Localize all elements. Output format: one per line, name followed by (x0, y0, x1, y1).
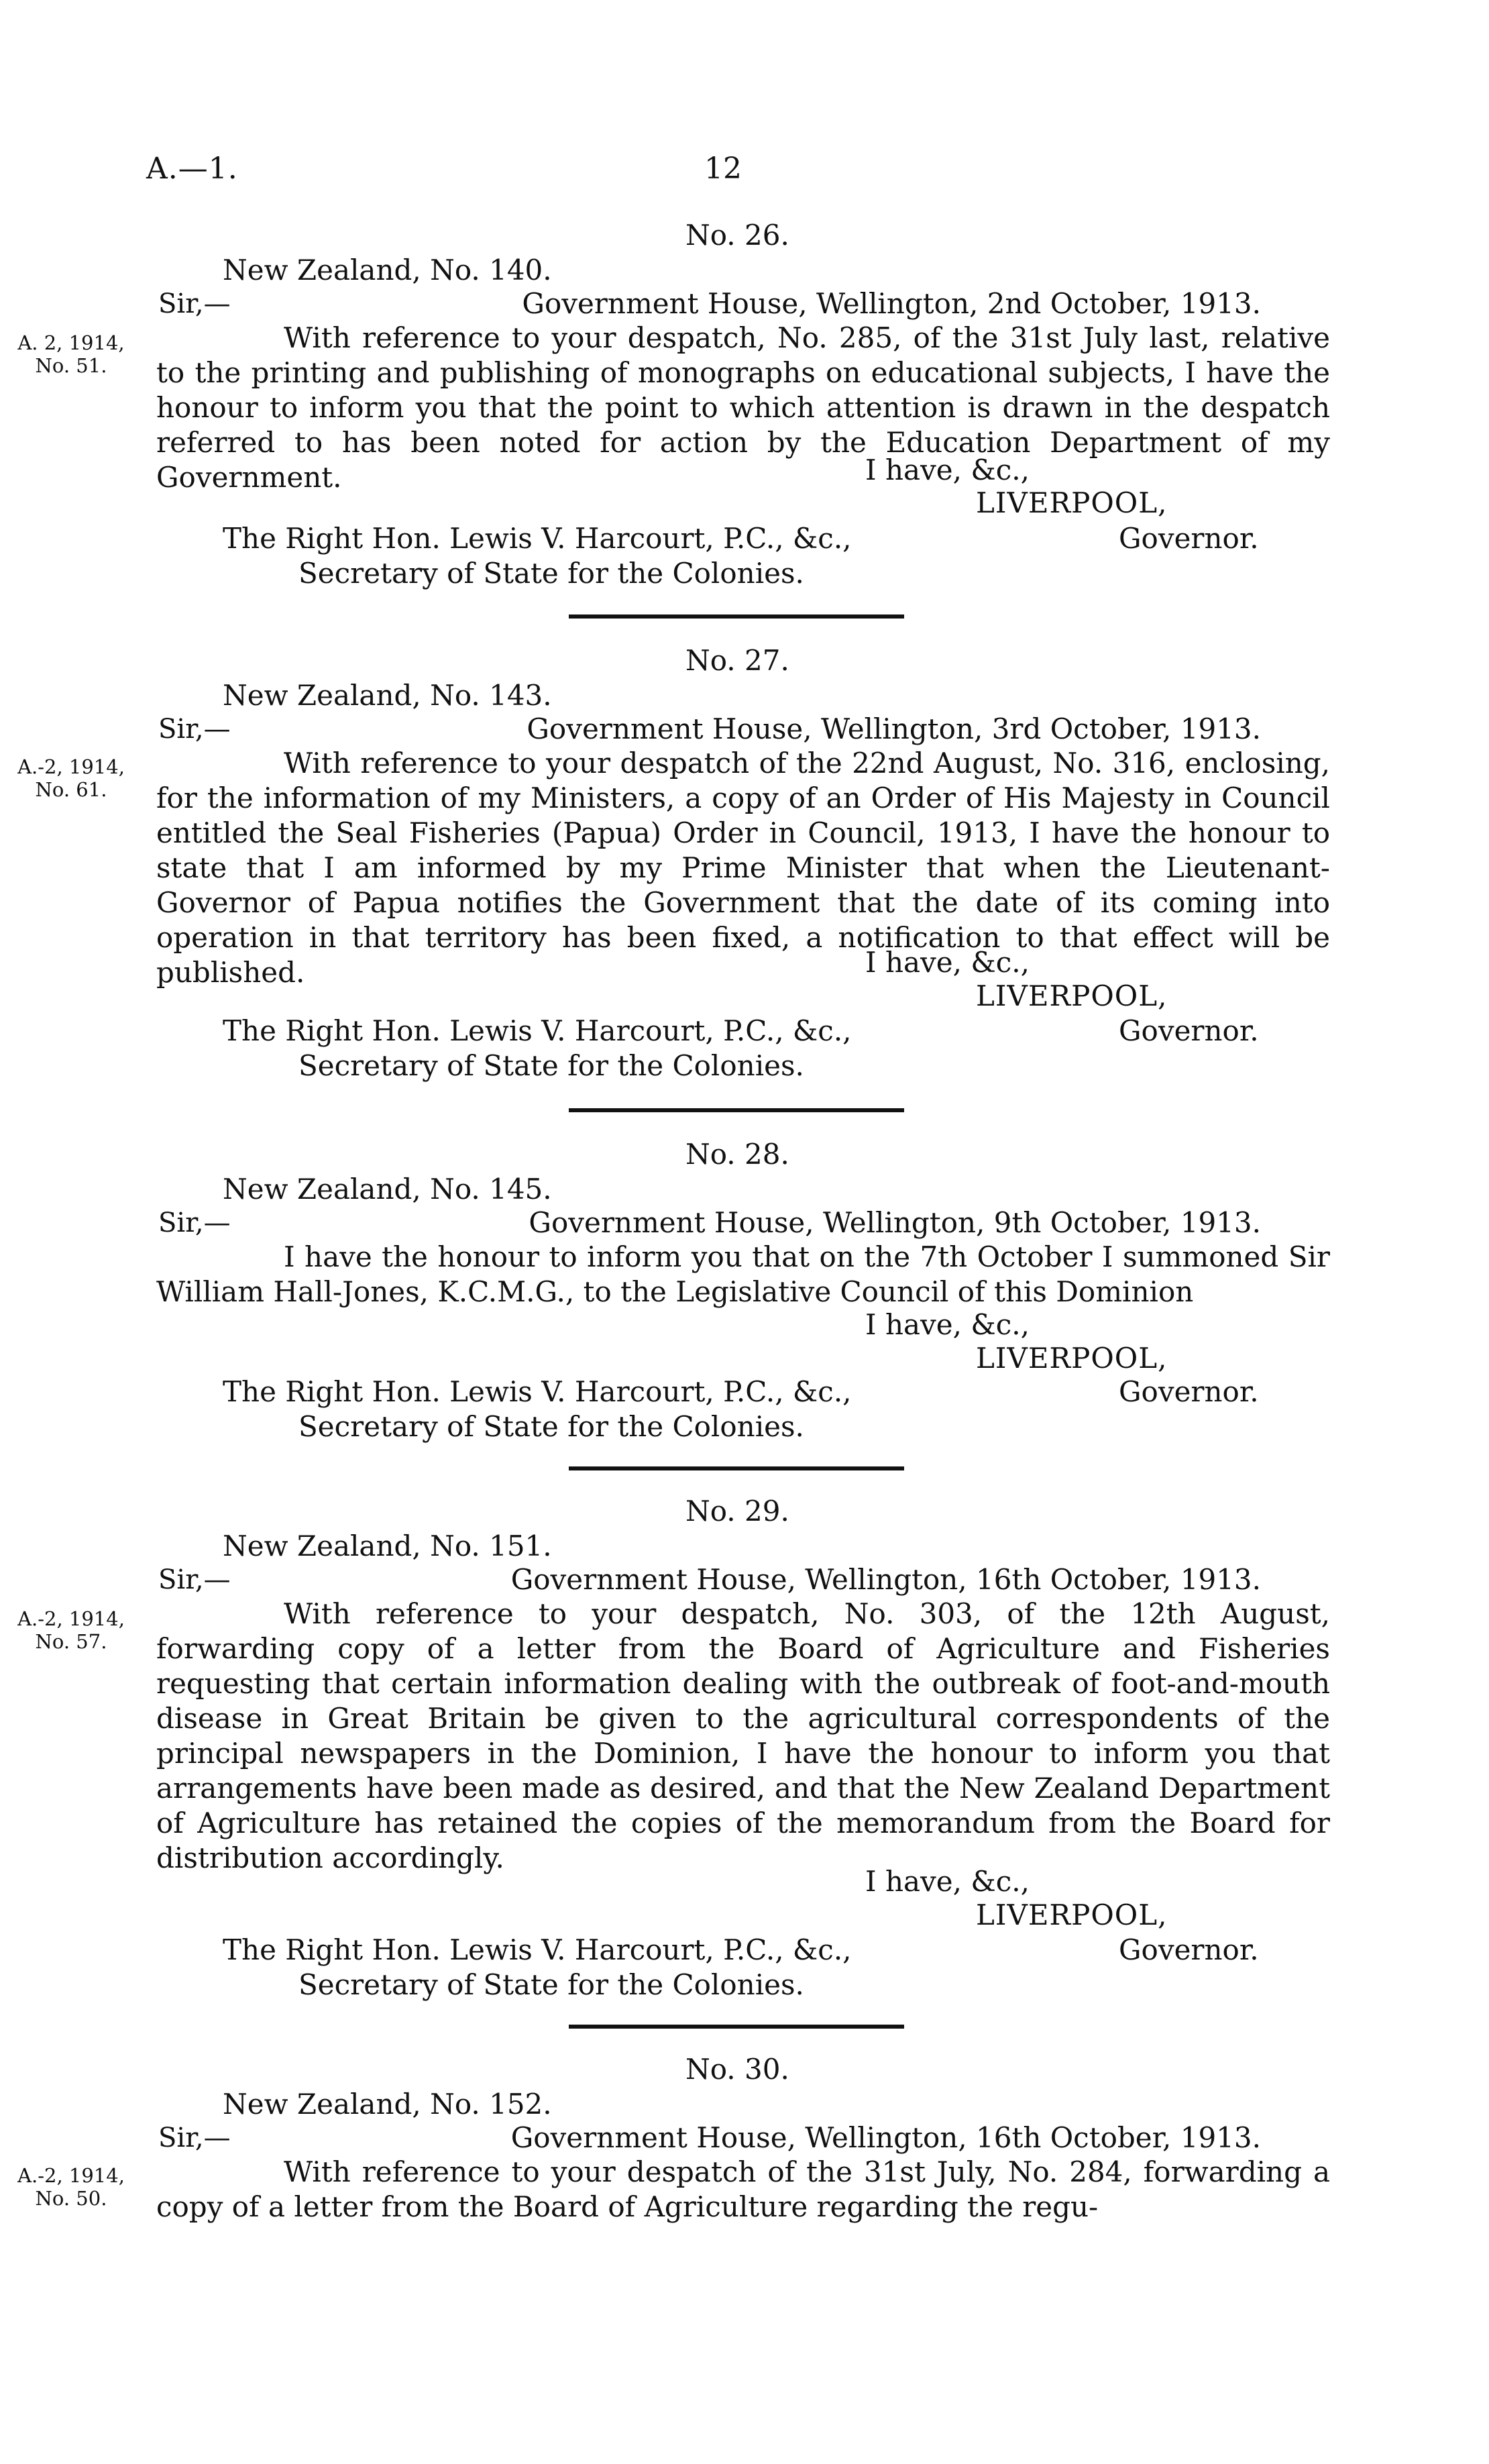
signatory-title: Governor. (1119, 1375, 1259, 1408)
margin-reference: A. 2, 1914, No. 51. (17, 331, 125, 377)
letter-body (156, 1597, 1330, 1876)
secretary-line: Secretary of State for the Colonies. (298, 1410, 804, 1443)
body-paragraph: I have the honour to inform you that on the 7th October I summoned Sir William Hall-Jones, K.C.M.G., to the Legislative Council of this Dominion (156, 1240, 1330, 1308)
new-zealand-number: New Zealand, No. 145. (223, 1173, 552, 1206)
page-reference: A.—1. (146, 152, 238, 186)
letter-body (156, 321, 1330, 495)
signatory-title: Governor. (1119, 1933, 1259, 1966)
section-rule (569, 614, 904, 619)
letter-body (156, 1240, 1330, 1309)
signatory-title: Governor. (1119, 522, 1259, 555)
body-paragraph: With reference to your despatch, No. 303, of the 12th August, forwarding copy of a letter from the Board of Agriculture and Fisheries requesting that certain information dealing with the outbreak of foot-and-mouth disease in Great Britain be given to the agricultural correspondents of the principal newspapers in the Dominion, I have the honour to inform you that arrangements have been made as desired, and that the New Zealand Department of Agriculture has retained the copies of the memorandum from the Board for distribution accordingly. (156, 1597, 1330, 1874)
letter-number: No. 28. (685, 1138, 789, 1171)
letter-number: No. 30. (685, 2053, 789, 2086)
section-rule (569, 1108, 904, 1112)
signature: LIVERPOOL, (976, 1898, 1168, 1931)
place-date: Government House, Wellington, 3rd October, 1913. (527, 712, 1261, 745)
letter-body (156, 2155, 1330, 2225)
closing: I have, &c., (865, 453, 1030, 486)
margin-reference: A.-2, 1914, No. 57. (17, 1607, 125, 1653)
closing: I have, &c., (865, 946, 1030, 979)
page-number: 12 (704, 152, 742, 186)
secretary-line: Secretary of State for the Colonies. (298, 1968, 804, 2001)
closing: I have, &c., (865, 1865, 1030, 1898)
addressee: The Right Hon. Lewis V. Harcourt, P.C., &c., (223, 1933, 852, 1966)
new-zealand-number: New Zealand, No. 151. (223, 1530, 552, 1562)
place-date: Government House, Wellington, 2nd October, 1913. (522, 287, 1261, 320)
signatory-title: Governor. (1119, 1014, 1259, 1047)
secretary-line: Secretary of State for the Colonies. (298, 1049, 804, 1082)
salutation: Sir,— (158, 2123, 231, 2153)
body-paragraph: With reference to your despatch of the 22nd August, No. 316, enclosing, for the information of my Ministers, a copy of an Order of His Majesty in Council entitled the Seal Fisheries (Papua) Order in Council, 1913, I have the honour to state that I am informed by my Prime Minister that when the Lieutenant-Governor of Papua notifies the Government that the date of its coming into operation in that territory has been fixed, a notification to that effect will be published. (156, 747, 1330, 989)
letter-body (156, 746, 1330, 990)
signature: LIVERPOOL, (976, 486, 1168, 519)
signature: LIVERPOOL, (976, 1342, 1168, 1375)
body-paragraph: With reference to your despatch of the 31st July, No. 284, forwarding a copy of a letter from the Board of Agriculture regarding the regu- (156, 2155, 1330, 2223)
letter-number: No. 27. (685, 644, 789, 677)
letter-number: No. 26. (685, 219, 789, 252)
salutation: Sir,— (158, 1564, 231, 1595)
new-zealand-number: New Zealand, No. 143. (223, 679, 552, 712)
signature: LIVERPOOL, (976, 979, 1168, 1012)
salutation: Sir,— (158, 288, 231, 319)
margin-reference: A.-2, 1914, No. 61. (17, 755, 125, 801)
closing: I have, &c., (865, 1308, 1030, 1341)
place-date: Government House, Wellington, 9th October, 1913. (529, 1206, 1261, 1239)
salutation: Sir,— (158, 714, 231, 745)
letter-number: No. 29. (685, 1495, 789, 1528)
salutation: Sir,— (158, 1208, 231, 1238)
place-date: Government House, Wellington, 16th October, 1913. (510, 2121, 1261, 2154)
section-rule (569, 1466, 904, 1470)
body-paragraph: With reference to your despatch, No. 285, of the 31st July last, relative to the printing and publishing of monographs on educational subjects, I have the honour to inform you that the point to which attention is drawn in the despatch referred to has been noted for action by the Education Department of my Government. (156, 321, 1330, 494)
addressee: The Right Hon. Lewis V. Harcourt, P.C., &c., (223, 1375, 852, 1408)
addressee: The Right Hon. Lewis V. Harcourt, P.C., &c., (223, 1014, 852, 1047)
new-zealand-number: New Zealand, No. 140. (223, 254, 552, 286)
margin-reference: A.-2, 1914, No. 50. (17, 2164, 125, 2210)
section-rule (569, 2025, 904, 2029)
secretary-line: Secretary of State for the Colonies. (298, 557, 804, 590)
addressee: The Right Hon. Lewis V. Harcourt, P.C., &c., (223, 522, 852, 555)
new-zealand-number: New Zealand, No. 152. (223, 2088, 552, 2121)
place-date: Government House, Wellington, 16th October, 1913. (510, 1563, 1261, 1596)
